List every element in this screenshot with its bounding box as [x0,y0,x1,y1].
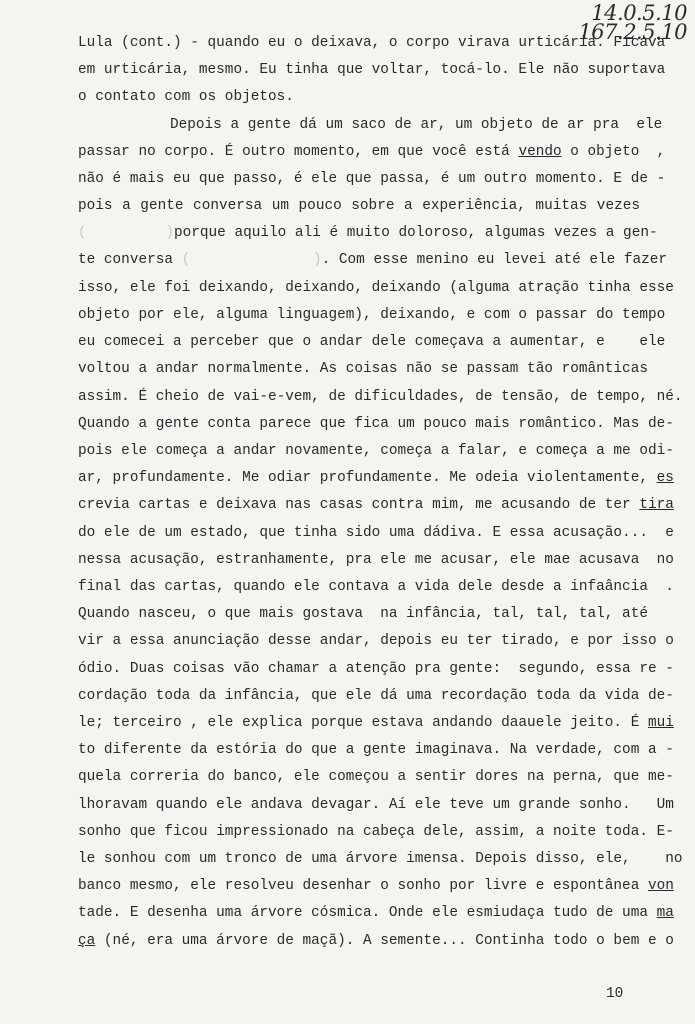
text-line: quela correria do banco, ele começou a sentir dores na perna, que me- [78,769,674,785]
text-line: Quando a gente conta parece que fica um pouco mais romântico. Mas de- [78,416,674,432]
text-line: isso, ele foi deixando, deixando, deixando (alguma atração tinha esse [78,280,674,296]
underlined-fragment: ma [656,905,674,921]
text-line: banco mesmo, ele resolveu desenhar o sonho por livre e espontânea von [78,878,674,894]
text-line: le sonhou com um tronco de uma árvore imensa. Depois disso, ele, no [78,851,683,867]
underlined-word: vendo [518,144,562,160]
text-line: ça (né, era uma árvore de maçã). A semente... Continha todo o bem e o [78,933,674,949]
text-line: ódio. Duas coisas vão chamar a atenção pra gente: segundo, essa re - [78,661,674,677]
text-line: Quando nasceu, o que mais gostava na infância, tal, tal, tal, até [78,606,648,622]
text-line: passar no corpo. É outro momento, em que você está vendo o objeto , [78,144,666,160]
page-number: 10 [606,986,624,1002]
text-line: do ele de um estado, que tinha sido uma dádiva. E essa acusação... e [78,525,674,541]
text-line: objeto por ele, alguma linguagem), deixando, e com o passar do tempo [78,307,666,323]
paragraph-start-line: Depois a gente dá um saco de ar, um objeto de ar pra ele [170,117,663,133]
text-line: ar, profundamente. Me odiar profundamente. Me odeia violentamente, es [78,470,674,486]
underlined-fragment: es [656,470,674,486]
text-line: final das cartas, quando ele contava a vida dele desde a infaância . [78,579,674,595]
text-line: vir a essa anunciação desse andar, depois eu ter tirado, e por isso o [78,633,674,649]
text-line: pois a gente conversa um pouco sobre a experiência, muitas vezes [78,198,640,214]
blank-gap: ( ) [78,225,174,241]
text-line: eu comecei a perceber que o andar dele começava a aumentar, e ele [78,334,666,350]
text-line: assim. É cheio de vai-e-vem, de dificuldades, de tensão, de tempo, né. [78,389,683,405]
text-line: le; terceiro , ele explica porque estava andando daauele jeito. É mui [78,715,674,731]
blank-gap: ( ) [181,252,322,268]
text-line: to diferente da estória do que a gente imaginava. Na verdade, com a - [78,742,674,758]
underlined-fragment: tira [639,497,674,513]
text-line: crevia cartas e deixava nas casas contra mim, me acusando de ter tira [78,497,674,513]
archive-code-line-2: 167.2.5.10 [578,20,687,44]
text-line: voltou a andar normalmente. As coisas não se passam tão românticas [78,361,648,377]
text-line: não é mais eu que passo, é ele que passa, é um outro momento. E de - [78,171,666,187]
text-line: em urticária, mesmo. Eu tinha que voltar, tocá-lo. Ele não suportava [78,62,666,78]
text-line: o contato com os objetos. [78,89,294,105]
text-line: nessa acusação, estranhamente, pra ele me acusar, ele mae acusava no [78,552,674,568]
text-line: pois ele começa a andar novamente, começa a falar, e começa a me odi- [78,443,674,459]
text-line: sonho que ficou impressionado na cabeça dele, assim, a noite toda. E- [78,824,674,840]
text-line: ( )porque aquilo ali é muito doloroso, algumas vezes a gen- [78,220,658,247]
underlined-fragment: von [647,878,674,894]
underlined-fragment: ça [78,933,96,949]
text-line: Lula (cont.) - quando eu o deixava, o corpo virava urticária. Ficava [78,35,666,51]
text-line: cordação toda da infância, que ele dá uma recordação toda da vida de- [78,688,674,704]
text-line: tade. E desenha uma árvore cósmica. Onde ele esmiudaça tudo de uma ma [78,905,674,921]
text-line: te conversa ( ). Com esse menino eu levei até ele fazer [78,247,667,274]
archive-code-line-1: 14.0.5.10 [591,1,687,25]
text-line: lhoravam quando ele andava devagar. Aí ele teve um grande sonho. Um [78,797,674,813]
underlined-fragment: mui [647,715,674,731]
